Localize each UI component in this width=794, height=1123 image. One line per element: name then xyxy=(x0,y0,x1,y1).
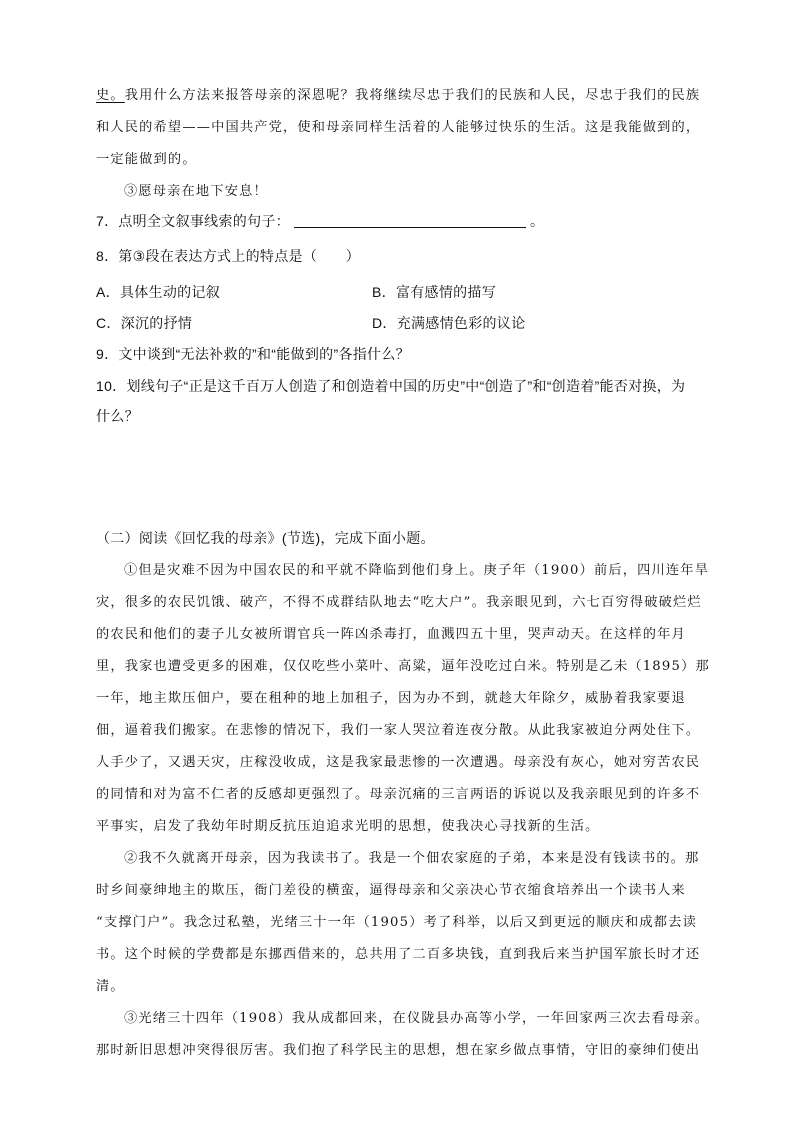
underlined-sentence-end: 史。 xyxy=(96,88,125,103)
section-2-line: 的农民和他们的妻子儿女被所谓官兵一阵凶杀毒打，血溅四五十里，哭声动天。在这样的年月 xyxy=(96,627,686,642)
question-7: 7．点明全文叙事线索的句子： 。 xyxy=(96,213,545,229)
section-2-line: 一年，地主欺压佃户，要在租种的地上加租子，因为办不到，就趁大年除夕，威胁着我家要退 xyxy=(96,691,686,706)
section-2-line: ②我不久就离开母亲，因为我读书了。我是一个佃农家庭的子弟，本来是没有钱读书的。那 xyxy=(124,851,700,866)
section-2-line: ③光绪三十四年（1908）我从成都回来，在仪陇县办高等小学，一年回家两三次去看母亲。 xyxy=(124,1011,710,1026)
section-2-line: ①但是灾难不因为中国农民的和平就不降临到他们身上。庚子年（1900）前后，四川连年旱 xyxy=(124,563,710,578)
section-2-line: 清。 xyxy=(96,979,125,994)
question-10-line-1: 10．划线句子“正是这千百万人创造了和创造着中国的历史”中“创造了”和“创造着”能否对换，为 xyxy=(96,378,686,394)
question-9: 9．文中谈到“无法补救的”和“能做到的”各指什么？ xyxy=(96,346,410,362)
passage-line-3: 一定能做到的。 xyxy=(96,152,197,167)
section-2-line: 佃，逼着我们搬家。在悲惨的情况下，我们一家人哭泣着连夜分散。从此我家被迫分两处住下。 xyxy=(96,723,701,738)
option-a[interactable]: A．具体生动的记叙 xyxy=(96,284,221,300)
option-d[interactable]: D．充满感情色彩的议论 xyxy=(372,315,526,331)
section-2-line: “支撑门户”。我念过私塾，光绪三十一年（1905）考了科举，以后又到更远的顺庆和成都去读 xyxy=(96,915,697,930)
option-b[interactable]: B．富有感情的描写 xyxy=(372,284,497,300)
section-2-line: 那时新旧思想冲突得很厉害。我们抱了科学民主的思想，想在家乡做点事情，守旧的豪绅们使出 xyxy=(96,1043,701,1058)
passage-line-2: 和人民的希望——中国共产党，使和母亲同样生活着的人能够过快乐的生活。这是我能做到的， xyxy=(96,120,701,135)
option-c[interactable]: C．深沉的抒情 xyxy=(96,315,193,331)
section-2-heading: （二）阅读《回忆我的母亲》(节选)，完成下面小题。 xyxy=(96,530,435,546)
section-2-line: 里，我家也遭受更多的困难，仅仅吃些小菜叶、高粱，逼年没吃过白米。特别是乙未（1895）那 xyxy=(96,659,710,674)
answer-blank[interactable] xyxy=(294,213,526,228)
section-2-line: 灾，很多的农民饥饿、破产，不得不成群结队地去“吃大户”。我亲眼见到，六七百穷得破破烂烂 xyxy=(96,595,702,610)
passage-line-1: 史。我用什么方法来报答母亲的深恩呢？我将继续尽忠于我们的民族和人民，尽忠于我们的民族 xyxy=(96,88,701,103)
section-2-line: 人手少了，又遇天灾，庄稼没收成，这是我家最悲惨的一次遭遇。母亲没有灰心，她对穷苦农民 xyxy=(96,755,701,770)
question-10-line-2: 什么？ xyxy=(96,408,139,424)
section-2-line: 书。这个时候的学费都是东挪西借来的，总共用了二百多块钱，直到我后来当护国军旅长时才还 xyxy=(96,947,701,962)
section-2-line: 时乡间豪绅地主的欺压，衙门差役的横蛮，逼得母亲和父亲决心节衣缩食培养出一个读书人来 xyxy=(96,883,686,898)
section-2-line: 平事实，启发了我幼年时期反抗压迫追求光明的思想，使我决心寻找新的生活。 xyxy=(96,819,600,834)
question-8: 8．第③段在表达方式上的特点是（ ） xyxy=(96,248,361,264)
passage-line-4: ③愿母亲在地下安息！ xyxy=(124,184,268,199)
section-2-line: 的同情和对为富不仁者的反感却更强烈了。母亲沉痛的三言两语的诉说以及我亲眼见到的许多不 xyxy=(96,787,701,802)
